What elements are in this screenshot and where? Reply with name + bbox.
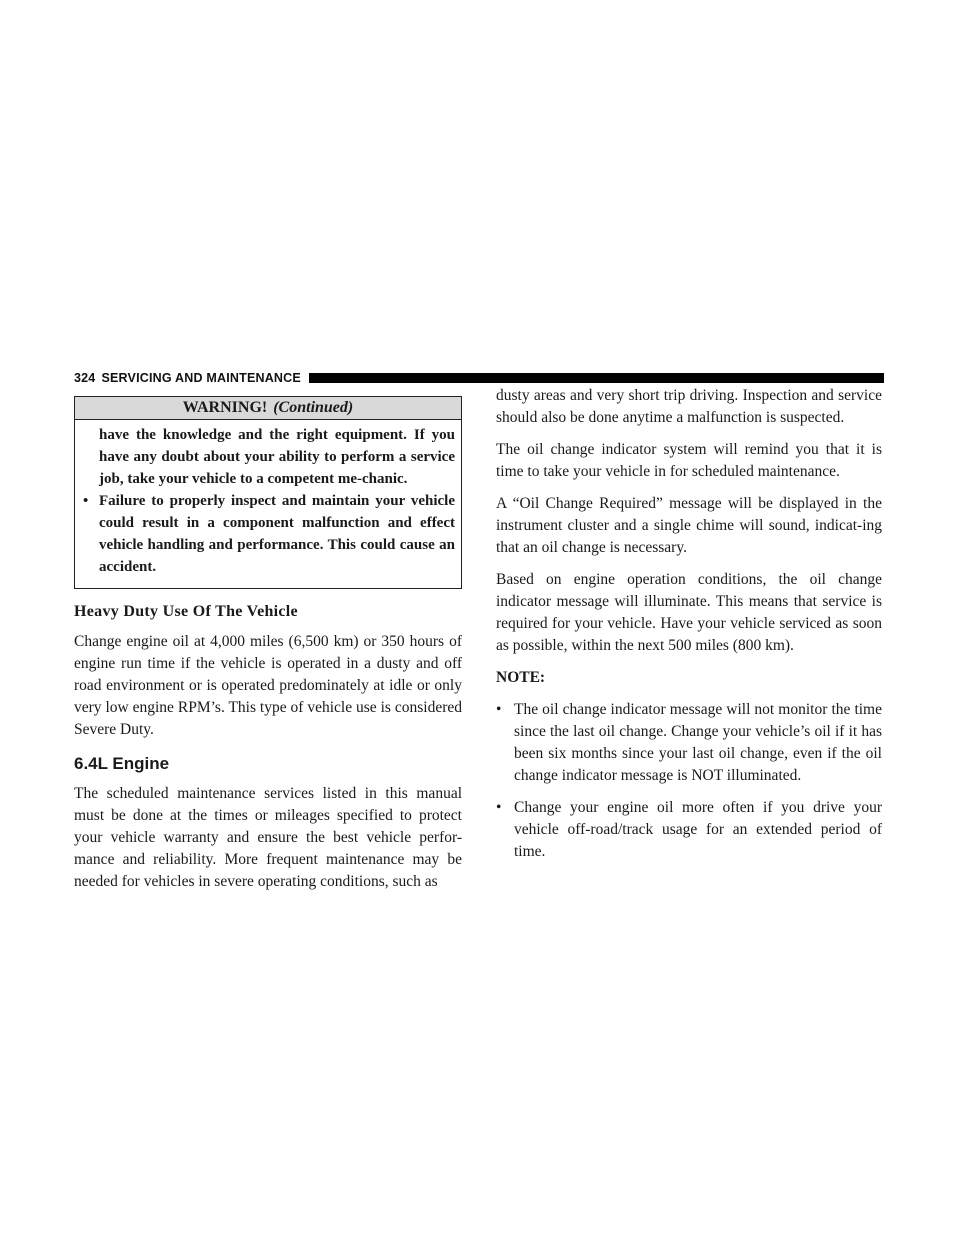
warning-body [75, 420, 461, 588]
conditions-paragraph: Based on engine operation conditions, the oil change indicator message will illuminate. This means that service is required for your vehicle. Have your vehicle serviced as soon as possible, within the next 500 miles (800 km). [496, 571, 882, 654]
message-paragraph: A “Oil Change Required” message will be displayed in the instrument cluster and a single chime will sound, indicat-ing that an oil change is necessary. [496, 495, 882, 556]
indicator-paragraph: The oil change indicator system will remind you that it is time to take your vehicle in for scheduled maintenance. [496, 441, 882, 480]
warning-title: WARNING! [182, 399, 268, 416]
note-bullet-text: The oil change indicator message will not monitor the time since the last oil change. Change your vehicle’s oil if it has been six months since your last oil change, even if the oil change indicator message is NOT illuminated. [514, 701, 882, 784]
warning-lead-text: have the knowledge and the right equipment. If you have any doubt about your ability to perform a service job, take your vehicle to a competent me-chanic. [99, 427, 455, 487]
bullet-icon: • [83, 493, 89, 509]
warning-title-bar [75, 397, 461, 420]
left-column [74, 396, 462, 903]
continued-paragraph: dusty areas and very short trip driving. Inspection and service should also be done anytime a malfunction is suspected. [496, 387, 882, 426]
engine-paragraph: The scheduled maintenance services listed in this manual must be done at the times or mileages specified to protect your vehicle warranty and ensure the best vehicle perfor-mance and reliability. More frequent maintenance may be needed for vehicles in severe operating conditions, such as [74, 785, 462, 890]
heavy-duty-paragraph: Change engine oil at 4,000 miles (6,500 km) or 350 hours of engine run time if the vehicle is operated in a dusty and off road environment or is operated predominately at idle or only very low engine RPM’s. This type of vehicle use is considered Severe Duty. [74, 633, 462, 738]
note-bullet [496, 797, 882, 863]
note-bullet [496, 699, 882, 787]
page-number: 324 [74, 371, 96, 385]
right-column [496, 385, 882, 873]
engine-heading: 6.4L Engine [74, 754, 170, 773]
heavy-duty-heading: Heavy Duty Use Of The Vehicle [74, 603, 298, 620]
note-bullet-text: Change your engine oil more often if you drive your vehicle off-road/track usage for an extended period of time. [514, 799, 882, 860]
header-rule [309, 373, 884, 383]
bullet-icon: • [496, 799, 502, 816]
running-header [74, 370, 884, 386]
note-label: NOTE: [496, 669, 546, 686]
warning-box [74, 396, 462, 589]
warning-continued: (Continued) [273, 399, 354, 416]
bullet-icon: • [496, 701, 502, 718]
warning-bullet-text: Failure to properly inspect and maintain your vehicle could result in a component malfunction and effect vehicle handling and performance. This could cause an accident. [99, 493, 455, 575]
warning-bullet [83, 490, 455, 578]
section-title: SERVICING AND MAINTENANCE [101, 371, 301, 385]
